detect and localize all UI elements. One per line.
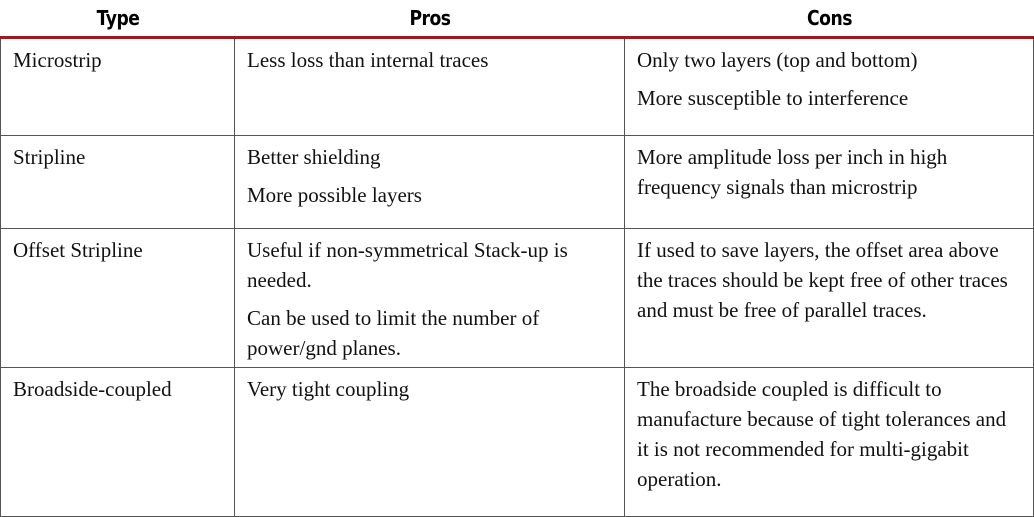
table-row-offset-stripline <box>1 229 1034 368</box>
pros-item: Very tight coupling <box>247 377 410 401</box>
table-row-stripline <box>1 136 1034 229</box>
cell-type: Offset Stripline <box>1 229 235 368</box>
cons-item: More amplitude loss per inch in high frequency signals than microstrip <box>637 145 948 199</box>
cell-cons <box>625 38 1034 136</box>
pros-item: Less loss than internal traces <box>247 48 489 72</box>
cell-pros <box>235 368 625 517</box>
cell-pros <box>235 38 625 136</box>
pros-item: Useful if non-symmetrical Stack-up is needed. <box>247 238 568 292</box>
cons-item: The broadside coupled is difficult to manufacture because of tight tolerances and it is not recommended for multi-gigabit operation. <box>637 377 1007 491</box>
header-cons: Cons <box>653 0 1005 38</box>
cons-item: Only two layers (top and bottom) <box>637 48 918 72</box>
pros-item: More possible layers <box>247 183 422 207</box>
cell-type: Broadside-coupled <box>1 368 235 517</box>
pros-item: Better shielding <box>247 145 381 169</box>
pros-item: Can be used to limit the number of power/gnd planes. <box>247 306 540 360</box>
table-body <box>1 38 1034 517</box>
cell-type: Stripline <box>1 136 235 229</box>
cell-cons <box>625 136 1034 229</box>
cell-cons <box>625 229 1034 368</box>
table-row-microstrip <box>1 38 1034 136</box>
cons-item: If used to save layers, the offset area above the traces should be kept free of other traces and must be free of parallel traces. <box>637 238 1008 322</box>
table-header <box>1 0 1034 38</box>
cell-type: Microstrip <box>1 38 235 136</box>
table-row-broadside-coupled <box>1 368 1034 517</box>
header-type: Type <box>17 0 218 38</box>
cons-item: More susceptible to interference <box>637 86 909 110</box>
cell-cons <box>625 368 1034 517</box>
header-row <box>1 0 1034 38</box>
header-pros: Pros <box>262 0 597 38</box>
cell-pros <box>235 229 625 368</box>
cell-pros <box>235 136 625 229</box>
